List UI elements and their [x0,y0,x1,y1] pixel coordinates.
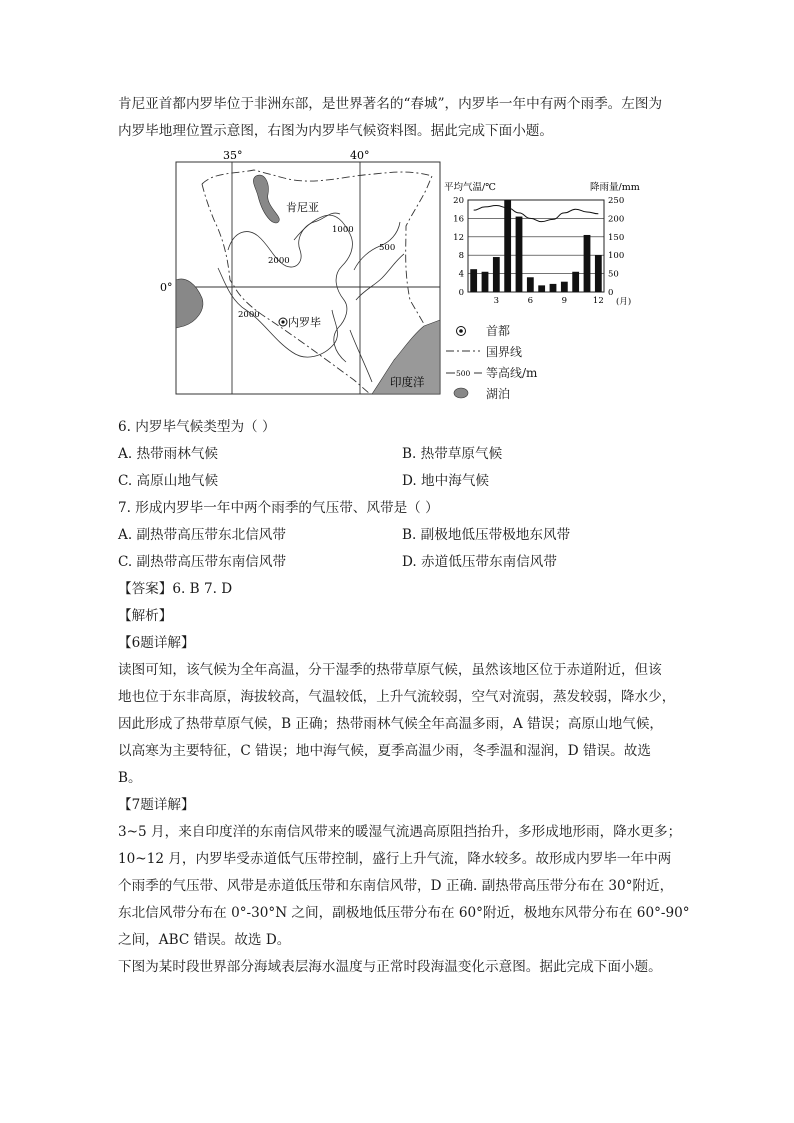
q6-stem: 6. 内罗毕气候类型为（ ） [118,419,276,435]
y-right-tick-label: 200 [608,214,625,225]
detail7-line-1: 3~5 月，来自印度洋的东南信风带来的暖湿气流遇高原阻挡抬升，多形成地形雨，降水更多； [118,824,682,840]
contour-1000-label: 1000 [332,225,354,235]
y-right-label: 降雨量/mm [590,182,640,193]
q7-option-b: B. 副极地低压带极地东风带 [402,527,571,543]
q7-stem: 7. 形成内罗毕一年中两个雨季的气压带、风带是（ ） [118,500,439,516]
q6-option-d: D. 地中海气候 [402,473,490,489]
x-tick-label: 9 [561,296,568,306]
precip-bar [504,200,511,292]
detail7-line-3: 个雨季的气压带、风带是赤道低压带和东南信风带，D 正确. 副热带高压带分布在 30°附近， [118,878,674,894]
detail6-line-1: 读图可知，该气候为全年高温，分干湿季的热带草原气候，虽然该地区位于赤道附近，但该 [118,662,662,678]
detail6-line-5: B。 [118,770,142,786]
legend-border-symbol [446,346,480,356]
temperature-line [474,206,599,222]
capital-dot-center [281,320,284,323]
detail6-line-3: 因此形成了热带草原气候，B 正确；热带雨林气候全年高温多雨，A 错误；高原山地气候， [118,716,664,732]
contour-2000-label-b: 2000 [238,310,260,320]
legend-border-text: 国界线 [486,345,523,359]
precip-bar [561,282,568,292]
contour-500-label: 500 [379,243,396,253]
lake-icon [454,388,468,398]
climate-chart [444,180,674,310]
kenya-border-south-west [202,184,370,394]
y-right-tick-label: 250 [608,196,625,206]
intro-line-2: 内罗毕地理位置示意图，右图为内罗毕气候资料图。据此完成下面小题。 [118,123,553,139]
y-right-tick-label: 0 [608,288,614,298]
precip-bar [595,255,602,292]
legend-lake-symbol [453,387,469,399]
contour-coastal [350,330,372,382]
country-label: 肯尼亚 [286,201,319,214]
precip-bar [584,235,591,292]
legend-capital-text: 首都 [486,324,511,338]
x-tick-label: 12 [592,296,604,306]
precip-bar [516,217,523,292]
y-left-label: 平均气温/℃ [444,182,496,193]
precip-bar [527,277,534,292]
y-right-tick-label: 100 [608,251,625,262]
detail6-heading: 【6题详解】 [118,635,195,651]
y-left-tick-label: 16 [453,214,464,225]
legend-capital-symbol [454,324,468,338]
precip-bar [572,272,579,292]
q7-option-c: C. 副热带高压带东南信风带 [118,554,287,570]
analysis-heading: 【解析】 [118,608,173,624]
x-tick-label: 6 [527,296,534,306]
q6-option-c: C. 高原山地气候 [118,473,219,489]
legend-lake-text: 湖泊 [486,387,511,401]
detail7-line-5: 之间，ABC 错误。故选 D。 [118,932,291,948]
lake-turkana [253,175,279,223]
y-right-tick-label: 150 [608,232,625,243]
answer-line: 【答案】6. B 7. D [118,581,233,597]
detail6-line-2: 地也位于东非高原，海拔较高，气温较低，上升气流较弱，空气对流弱，蒸发较弱，降水少， [118,689,676,705]
detail7-heading: 【7题详解】 [118,797,195,813]
q6-option-b: B. 热带草原气候 [402,446,503,462]
contour-2000-label-a: 2000 [268,256,290,266]
lake-victoria [176,279,203,328]
location-map [160,149,444,410]
precip-bar [482,272,489,292]
detail7-line-2: 10~12 月，内罗毕受赤道低气压带控制，盛行上升气流，降水较多。故形成内罗毕一年中两 [118,851,672,867]
x-tick-label: 3 [493,296,500,306]
ocean-label: 印度洋 [390,375,425,389]
q6-option-a: A. 热带雨林气候 [118,446,219,462]
contour-1000 [294,215,352,362]
precip-bar [493,257,500,292]
contour-500 [354,222,404,300]
lat-0-label: 0° [160,281,173,294]
x-unit-label: (月) [616,297,632,307]
y-left-tick-label: 8 [458,251,464,262]
y-right-tick-label: 50 [608,269,619,280]
precip-bar [550,284,557,292]
next-question-intro: 下图为某时段世界部分海域表层海水温度与正常时段海温变化示意图。据此完成下面小题。 [118,959,662,975]
precip-bar [538,285,545,292]
q7-option-d: D. 赤道低压带东南信风带 [402,554,557,570]
intro-line-1: 肯尼亚首都内罗毕位于非洲东部，是世界著名的“春城”，内罗毕一年中有两个雨季。左图为 [118,96,663,112]
detail6-line-4: 以高寒为主要特征，C 错误；地中海气候，夏季高温少雨，冬季温和湿润，D 错误。故选 [118,743,651,759]
q7-option-a: A. 副热带高压带东北信风带 [118,527,286,543]
legend-contour-symbol [446,366,482,380]
lon-40-label: 40° [350,149,370,162]
y-left-tick-label: 12 [453,232,464,243]
kenya-border-north-east [202,170,432,324]
detail7-line-4: 东北信风带分布在 0°-30°N 之间，副极地低压带分布在 60°附近，极地东风带分布在 60°-90° [118,905,690,921]
precip-bar [470,269,477,292]
y-left-tick-label: 4 [458,269,464,280]
lon-35-label: 35° [223,149,243,162]
legend-contour-prefix: 500 [456,369,471,378]
legend-contour-text: 等高线/m [486,366,538,380]
capital-label: 内罗毕 [288,316,321,329]
contour-2000-lower [218,268,337,357]
capital-dot-center [459,329,463,333]
y-left-tick-label: 0 [458,288,464,298]
y-left-tick-label: 20 [453,196,464,206]
